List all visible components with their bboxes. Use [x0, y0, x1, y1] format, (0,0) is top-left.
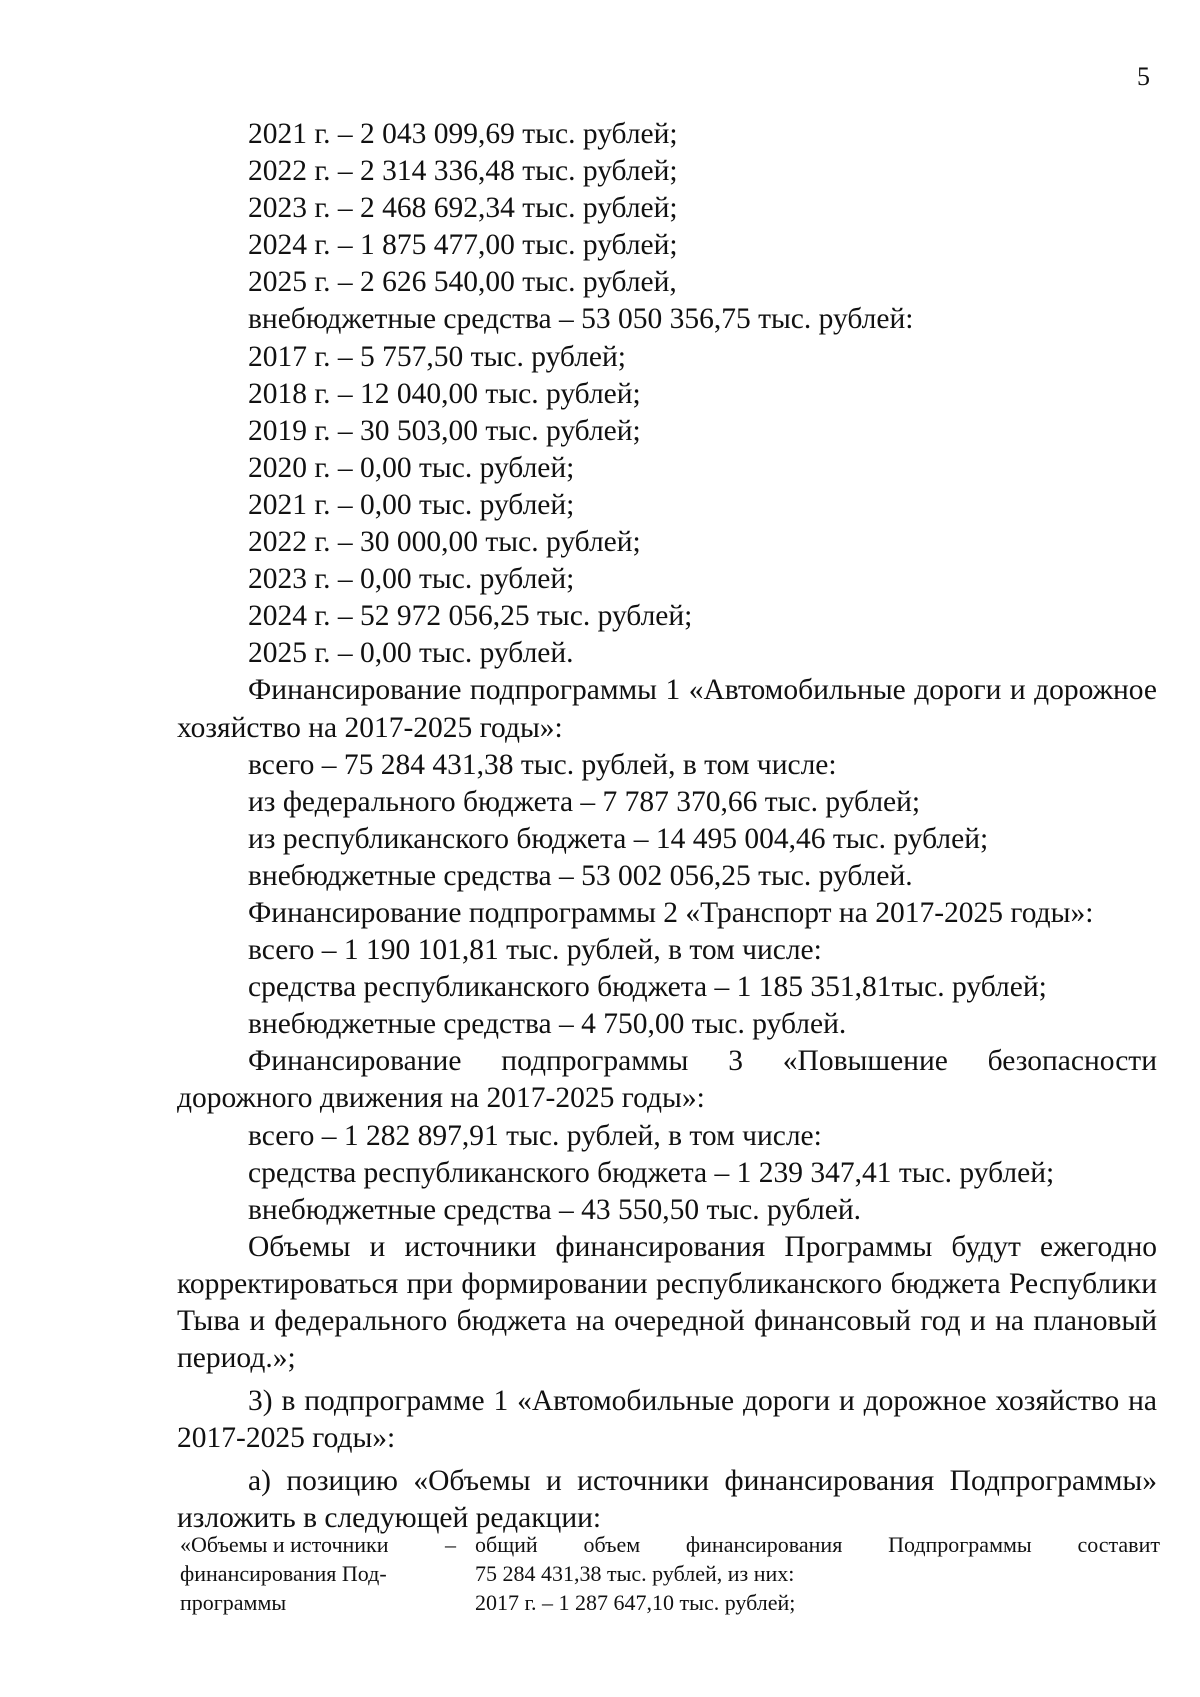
subprogram-1-line: из республиканского бюджета – 14 495 004,46 тыс. рублей; — [248, 822, 989, 855]
financing-line: 2024 г. – 52 972 056,25 тыс. рублей; — [248, 600, 693, 633]
subprogram-1-line: всего – 75 284 431,38 тыс. рублей, в том числе: — [248, 748, 837, 781]
subprogram-3-line: внебюджетные средства – 43 550,50 тыс. рублей. — [248, 1193, 862, 1226]
subprogram-3-line: средства республиканского бюджета – 1 239 347,41 тыс. рублей; — [248, 1156, 1055, 1189]
position-value-line: 2017 г. – 1 287 647,10 тыс. рублей; — [475, 1590, 796, 1615]
subprogram-2-line: внебюджетные средства – 4 750,00 тыс. рублей. — [248, 1008, 847, 1041]
financing-line: 2023 г. – 2 468 692,34 тыс. рублей; — [248, 192, 678, 225]
subprogram-3-line: всего – 1 282 897,91 тыс. рублей, в том числе: — [248, 1119, 822, 1152]
document-body — [177, 116, 1157, 1538]
value-word: Подпрограммы — [888, 1532, 1032, 1557]
subprogram-2-heading: Финансирование подпрограммы 2 «Транспорт на 2017-2025 годы»: — [248, 896, 1094, 929]
value-word: составит — [1077, 1532, 1160, 1557]
financing-line: 2024 г. – 1 875 477,00 тыс. рублей; — [248, 229, 678, 262]
financing-line: 2025 г. – 2 626 540,00 тыс. рублей, — [248, 266, 677, 299]
position-value-first-line — [475, 1530, 1160, 1559]
position-title-line: «Объемы и источники — [180, 1532, 389, 1557]
financing-line: 2025 г. – 0,00 тыс. рублей. — [248, 637, 574, 670]
financing-line: 2020 г. – 0,00 тыс. рублей; — [248, 451, 575, 484]
position-title-cell — [180, 1530, 445, 1617]
position-value-line: 75 284 431,38 тыс. рублей, из них: — [475, 1561, 795, 1586]
financing-line: 2022 г. – 2 314 336,48 тыс. рублей; — [248, 155, 678, 188]
position-value-cell — [475, 1530, 1160, 1617]
financing-line: 2023 г. – 0,00 тыс. рублей; — [248, 563, 575, 596]
financing-line: 2021 г. – 0,00 тыс. рублей; — [248, 488, 575, 521]
financing-line: 2021 г. – 2 043 099,69 тыс. рублей; — [248, 118, 678, 150]
subprogram-1-line: из федерального бюджета – 7 787 370,66 тыс. рублей; — [248, 785, 921, 818]
position-title-line: финансирования Под- — [180, 1561, 387, 1586]
value-word: объем — [583, 1532, 641, 1557]
value-word: общий — [475, 1532, 538, 1557]
item-3-paragraph: 3) в подпрограмме 1 «Автомобильные дороги и дорожное хозяйство на 2017-2025 годы»: — [177, 1385, 1157, 1455]
financing-position-table — [180, 1530, 1160, 1617]
financing-line: внебюджетные средства – 53 050 356,75 тыс. рублей: — [248, 303, 914, 336]
financing-line: 2018 г. – 12 040,00 тыс. рублей; — [248, 377, 641, 410]
financing-line: 2019 г. – 30 503,00 тыс. рублей; — [248, 414, 641, 447]
subprogram-2-line: всего – 1 190 101,81 тыс. рублей, в том числе: — [248, 934, 822, 967]
subprogram-3-heading: Финансирование подпрограммы 3 «Повышение безопасности дорожного движения на 2017-2025 годы»: — [177, 1045, 1157, 1115]
subprogram-1-line: внебюджетные средства – 53 002 056,25 тыс. рублей. — [248, 859, 913, 892]
financing-line: 2022 г. – 30 000,00 тыс. рублей; — [248, 526, 641, 559]
subprogram-2-line: средства республиканского бюджета – 1 185 351,81тыс. рублей; — [248, 971, 1047, 1004]
page-number: 5 — [1137, 62, 1150, 91]
value-word: финансирования — [685, 1532, 843, 1557]
subprogram-1-heading: Финансирование подпрограммы 1 «Автомобильные дороги и дорожное хозяйство на 2017-2025 годы»: — [177, 674, 1157, 744]
table-dash: – — [445, 1532, 456, 1557]
volumes-paragraph: Объемы и источники финансирования Программы будут ежегодно корректироваться при формировании республиканского бюджета Республики Тыва и федерального бюджета на очередной финансовый год и на плановый период.»; — [177, 1230, 1157, 1375]
financing-line: 2017 г. – 5 757,50 тыс. рублей; — [248, 340, 626, 373]
position-title-line: программы — [180, 1590, 287, 1615]
item-a-paragraph: а) позицию «Объемы и источники финансирования Подпрограммы» изложить в следующей редакции: — [177, 1465, 1157, 1535]
